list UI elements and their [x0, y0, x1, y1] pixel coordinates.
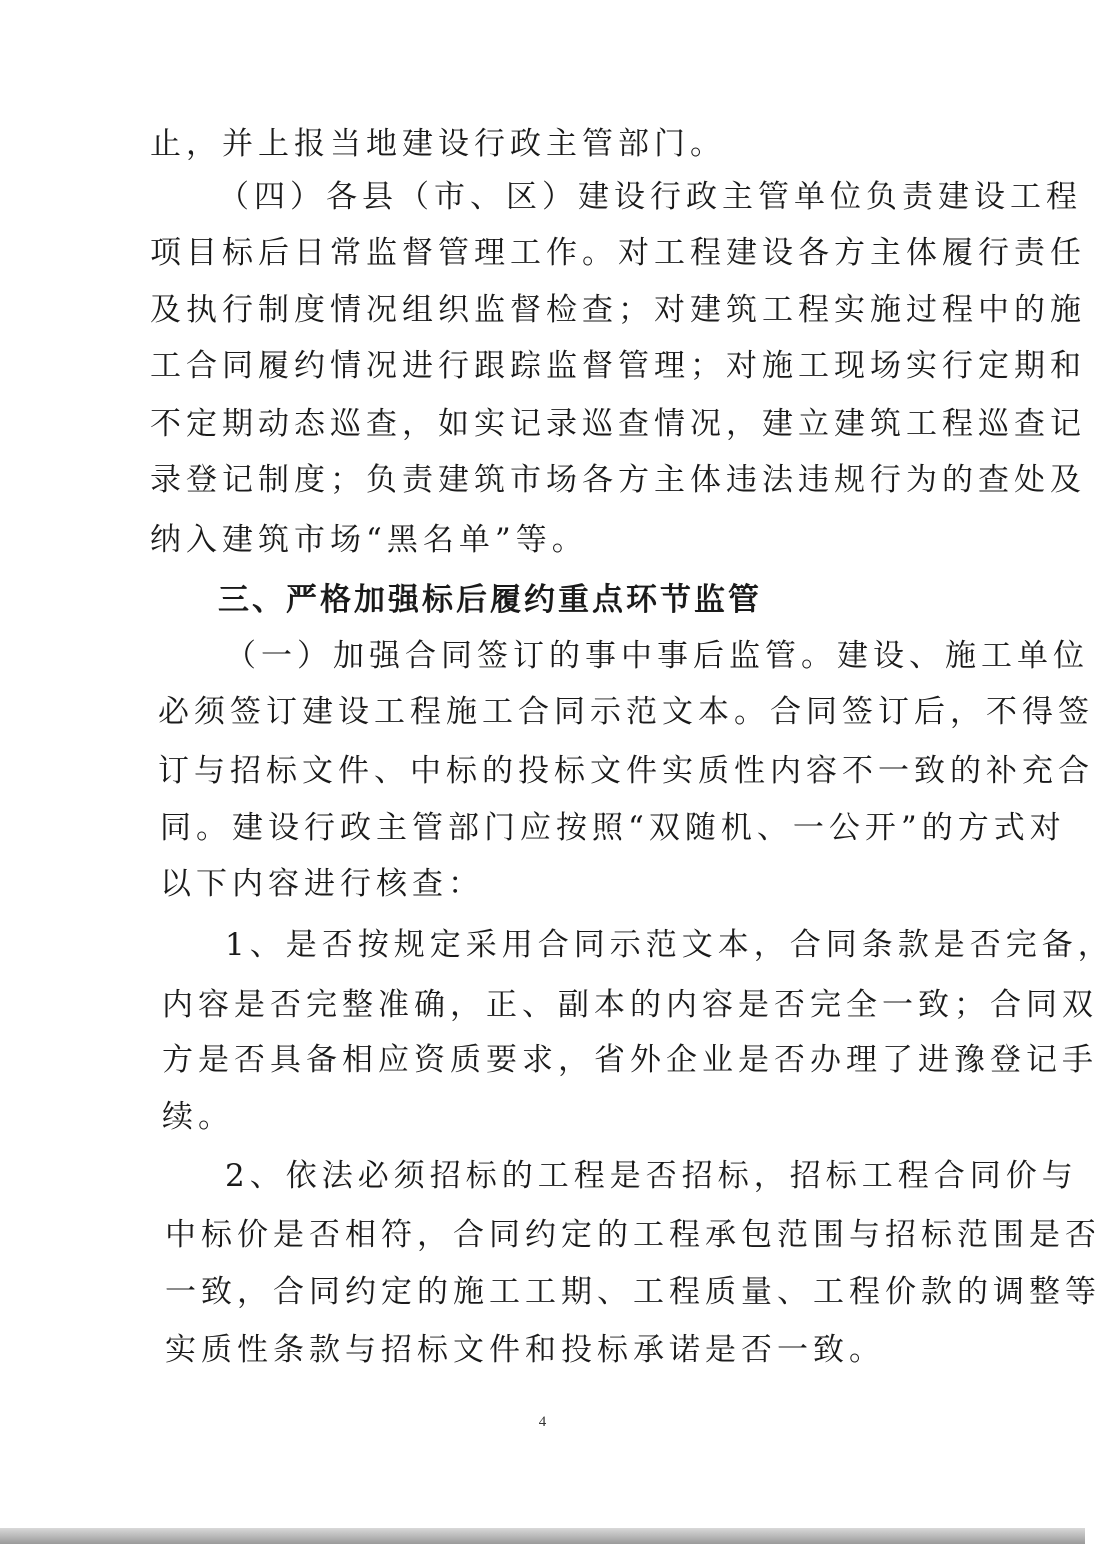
section-heading: 三、严格加强标后履约重点环节监管 [218, 582, 762, 618]
scan-bottom-edge [0, 1528, 1085, 1544]
text-line: 工合同履约情况进行跟踪监督管理；对施工现场实行定期和 [150, 348, 1086, 384]
text-line: 及执行制度情况组织监督检查；对建筑工程实施过程中的施 [150, 292, 1086, 328]
text-line: 中标价是否相符，合同约定的工程承包范围与招标范围是否 [165, 1217, 1101, 1253]
page-number: 4 [538, 1414, 547, 1430]
text-line: 续。 [162, 1099, 234, 1135]
text-line: 1、是否按规定采用合同示范文本，合同条款是否完备， [225, 927, 1114, 963]
text-line: 一致，合同约定的施工工期、工程质量、工程价款的调整等 [165, 1274, 1101, 1310]
text-line: 同。建设行政主管部门应按照“双随机、一公开”的方式对 [160, 810, 1066, 846]
text-line: 方是否具备相应资质要求，省外企业是否办理了进豫登记手 [162, 1042, 1098, 1078]
text-line: （一）加强合同签订的事中事后监管。建设、施工单位 [225, 638, 1089, 674]
text-line: 实质性条款与招标文件和投标承诺是否一致。 [165, 1332, 885, 1368]
text-line: 止，并上报当地建设行政主管部门。 [150, 126, 726, 162]
text-line: 项目标后日常监督管理工作。对工程建设各方主体履行责任 [150, 235, 1086, 271]
text-line: 内容是否完整准确，正、副本的内容是否完全一致；合同双 [162, 987, 1098, 1023]
text-line: 2、依法必须招标的工程是否招标，招标工程合同价与 [225, 1158, 1078, 1194]
text-line: （四）各县（市、区）建设行政主管单位负责建设工程 [218, 179, 1082, 215]
text-line: 以下内容进行核查： [160, 866, 484, 902]
text-line: 必须签订建设工程施工合同示范文本。合同签订后，不得签 [158, 694, 1094, 730]
text-line: 订与招标文件、中标的投标文件实质性内容不一致的补充合 [158, 753, 1094, 789]
text-line: 纳入建筑市场“黑名单”等。 [150, 522, 588, 558]
text-line: 不定期动态巡查，如实记录巡查情况，建立建筑工程巡查记 [150, 406, 1086, 442]
text-line: 录登记制度；负责建筑市场各方主体违法违规行为的查处及 [150, 462, 1086, 498]
